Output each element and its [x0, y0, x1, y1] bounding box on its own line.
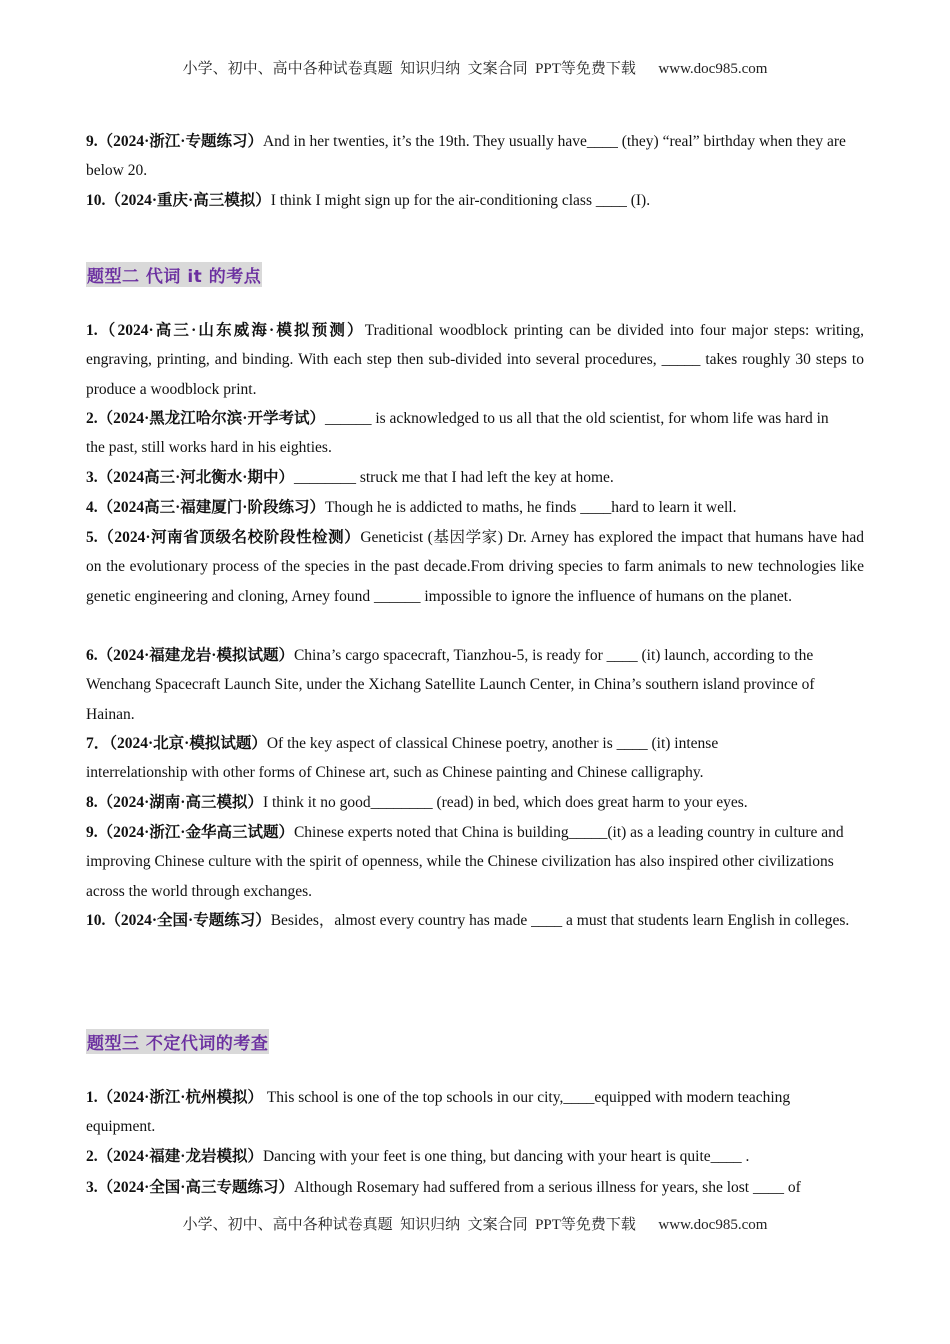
question-item: 5.（2024·河南省顶级名校阶段性检测）Geneticist (基因学家) Dr. Arney has explored the impact that humans have had on the evolutionary process of the species in the past decade.From driving species to farm animals to new technologies like genetic engineering and cloning, Arney found ______ impossible to ignore the influence of humans on the planet. — [86, 529, 864, 605]
question-item: 3.（2024·全国·高三专题练习）Although Rosemary had suffered from a serious illness for years, she lost ____ of — [86, 1179, 801, 1196]
page-header: 小学、初中、高中各种试卷真题 知识归纳 文案合同 PPT等免费下载 www.doc985.com — [182, 61, 768, 77]
question-item: 2.（2024·黑龙江哈尔滨·开学考试）______ is acknowledged to us all that the old scientist, for whom life was hard in the past, still works hard in his eighties. — [86, 410, 829, 457]
question-item: 10.（2024·重庆·高三模拟）I think I might sign up for the air-conditioning class ____ (I). — [86, 192, 651, 209]
question-item: 6.（2024·福建龙岩·模拟试题）China’s cargo spacecraft, Tianzhou-5, is ready for ____ (it) launch, according to the Wenchang Spacecraft Launch Site, under the Xichang Satellite Launch Center, in China’s southern island province of Hainan. — [86, 647, 815, 723]
question-item: 10.（2024·全国·专题练习）Besides，almost every country has made ____ a must that students learn English in colleges. — [86, 912, 850, 929]
question-item: 2.（2024·福建·龙岩模拟）Dancing with your feet is one thing, but dancing with your heart is quite____ . — [86, 1148, 750, 1165]
section-heading: 题型三 不定代词的考查 — [86, 1029, 269, 1054]
question-item: 4.（2024高三·福建厦门·阶段练习）Though he is addicted to maths, he finds ____hard to learn it well. — [86, 499, 737, 516]
page-footer: 小学、初中、高中各种试卷真题 知识归纳 文案合同 PPT等免费下载 www.doc985.com — [182, 1217, 768, 1233]
section-heading: 题型二 代词 it 的考点 — [86, 262, 262, 287]
question-item: 1.（2024·浙江·杭州模拟） This school is one of the top schools in our city,____equipped with modern teaching equipment. — [86, 1089, 791, 1136]
question-item: 3.（2024高三·河北衡水·期中）________ struck me that I had left the key at home. — [86, 469, 614, 486]
question-item: 7．（2024·北京·模拟试题）Of the key aspect of classical Chinese poetry, another is ____ (it) intense interrelationship with other forms of Chinese art, such as Chinese painting and Chinese calligraphy. — [86, 735, 719, 782]
question-item: 9.（2024·浙江·专题练习）And in her twenties, it’s the 19th. They usually have____ (they) “real” birthday when they are below 20. — [86, 133, 846, 180]
question-item: 9.（2024·浙江·金华高三试题）Chinese experts noted that China is building_____(it) as a leading country in culture and improving Chinese culture with the spirit of openness, while the Chinese civilization has also inspired other civilizations across the world through exchanges. — [86, 824, 844, 900]
question-item: 1.（2024·高三·山东威海·模拟预测）Traditional woodblock printing can be divided into four major steps: writing, engraving, printing, and binding. With each step then sub-divided into several procedures, _____ takes roughly 30 steps to produce a woodblock print. — [86, 322, 864, 398]
question-item: 8.（2024·湖南·高三模拟）I think it no good________ (read) in bed, which does great harm to your eyes. — [86, 794, 748, 811]
